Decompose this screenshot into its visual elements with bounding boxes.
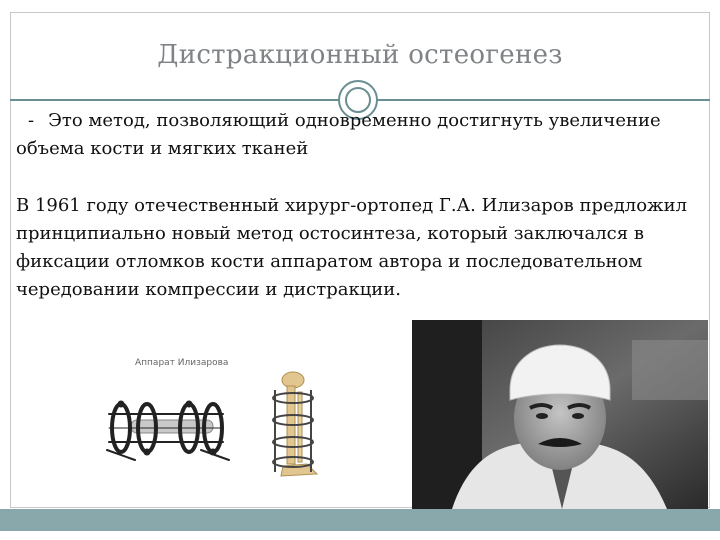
history-text: В 1961 году отечественный хирург-ортопед Г.А. Илизаров предложил принципиально новый метод остосинтеза, который заключался в фиксации отломков кости аппаратом автора и последовательном чередовании компрессии и дистракции. <box>16 195 688 300</box>
apparatus-right-drawing <box>273 372 317 476</box>
surgeon-portrait-photo <box>412 320 708 509</box>
intro-text <box>16 107 696 163</box>
portrait-illustration <box>412 320 708 509</box>
apparatus-left-drawing <box>107 401 229 460</box>
history-paragraph <box>16 192 696 304</box>
intro-dash: - <box>28 110 35 131</box>
intro-definition: Это метод, позволяющий одновременно достигнуть увеличение объема кости и мягких тканей <box>16 110 661 159</box>
apparatus-image <box>71 350 341 507</box>
ilizarov-apparatus-illustration <box>71 350 341 507</box>
apparatus-caption: Аппарат Илизарова <box>135 358 229 368</box>
bottom-accent-bar <box>0 509 720 531</box>
slide-title: Дистракционный остеогенез <box>157 40 563 70</box>
